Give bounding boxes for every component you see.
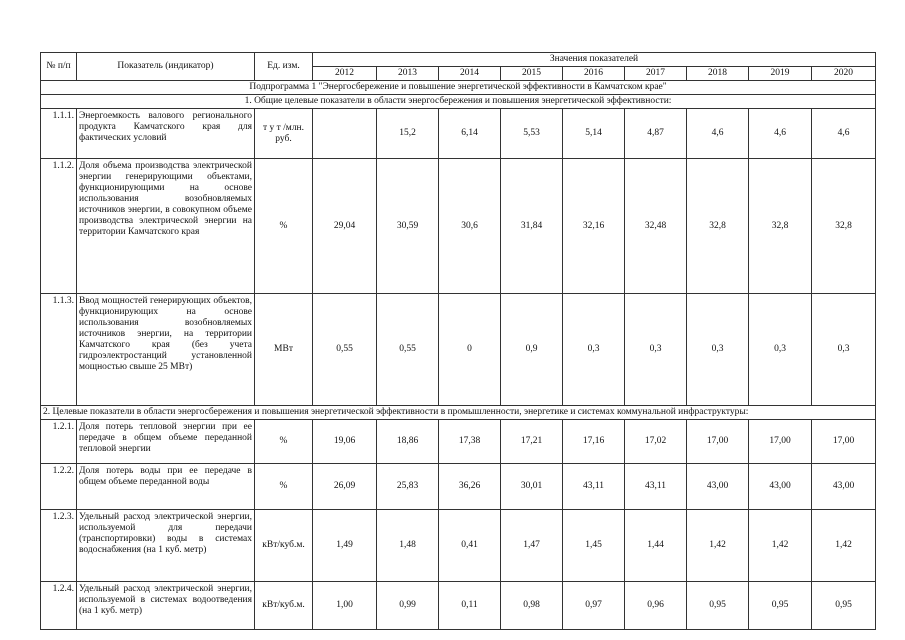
value-cell: 0,41 [439,510,501,582]
value-cell: 29,04 [313,159,377,294]
indicators-table [40,52,876,630]
table-row [41,510,876,582]
value-cell: 32,8 [687,159,749,294]
section-2-title-row [41,406,876,420]
year-header-cell: 2017 [625,67,687,81]
value-cell: 1,42 [687,510,749,582]
subprogram-title: Подпрограмма 1 "Энергосбережение и повышение энергетической эффективности в Камчатском крае" [41,81,876,95]
value-cell: 0,97 [563,582,625,630]
year-header-cell: 2016 [563,67,625,81]
row-number: 1.2.3. [41,510,77,582]
value-cell: 1,42 [812,510,876,582]
indicator-name: Энергоемкость валового регионального продукта Камчатского края для фактических условий [77,109,255,159]
value-cell: 30,6 [439,159,501,294]
value-cell: 17,00 [812,420,876,464]
value-cell: 1,49 [313,510,377,582]
table-row [41,159,876,294]
value-cell: 1,47 [501,510,563,582]
subprogram-title-row [41,81,876,95]
table-row [41,464,876,510]
year-header-cell: 2013 [377,67,439,81]
value-cell: 4,6 [687,109,749,159]
value-cell: 18,86 [377,420,439,464]
value-cell: 36,26 [439,464,501,510]
value-cell: 6,14 [439,109,501,159]
value-cell: 4,87 [625,109,687,159]
value-cell: 0,3 [812,294,876,406]
table-row [41,420,876,464]
indicator-name: Ввод мощностей генерирующих объектов, функционирующих на основе использования возобновляемых источников энергии, на территории Камчатского края (без учета гидроэлектростанций установленной мощностью свыше 25 МВт) [77,294,255,406]
header-unit: Ед. изм. [255,53,313,81]
section-2-title: 2. Целевые показатели в области энергосбережения и повышения энергетической эффективности в промышленности, энергетике и системах коммунальной инфраструктуры: [41,406,876,420]
indicator-name: Доля объема производства электрической энергии генерирующими объектами, функционирующими на основе использования возобновляемых источников энергии, в совокупном объеме производства электрической энергии на территории Камчатского края [77,159,255,294]
value-cell: 0,11 [439,582,501,630]
header-indicator: Показатель (индикатор) [77,53,255,81]
unit-cell: т у т /млн. руб. [255,109,313,159]
row-number: 1.1.3. [41,294,77,406]
value-cell: 1,44 [625,510,687,582]
value-cell: 32,16 [563,159,625,294]
value-cell: 0,95 [749,582,812,630]
value-cell: 1,48 [377,510,439,582]
value-cell: 4,6 [812,109,876,159]
value-cell: 0,95 [687,582,749,630]
value-cell: 17,00 [749,420,812,464]
year-header-cell: 2014 [439,67,501,81]
value-cell: 43,11 [625,464,687,510]
year-header-cell: 2020 [812,67,876,81]
value-cell: 25,83 [377,464,439,510]
value-cell: 0 [439,294,501,406]
value-cell: 30,59 [377,159,439,294]
value-cell: 30,01 [501,464,563,510]
value-cell: 43,00 [812,464,876,510]
indicator-name: Доля потерь тепловой энергии при ее передаче в общем объеме переданной тепловой энергии [77,420,255,464]
value-cell: 43,11 [563,464,625,510]
unit-cell: % [255,464,313,510]
value-cell: 0,3 [563,294,625,406]
row-number: 1.2.4. [41,582,77,630]
year-header-cell: 2019 [749,67,812,81]
value-cell: 32,8 [749,159,812,294]
value-cell [313,109,377,159]
value-cell: 17,00 [687,420,749,464]
value-cell: 0,3 [749,294,812,406]
unit-cell: кВт/куб.м. [255,582,313,630]
value-cell: 1,42 [749,510,812,582]
unit-cell: % [255,159,313,294]
value-cell: 0,55 [313,294,377,406]
row-number: 1.1.1. [41,109,77,159]
row-number: 1.1.2. [41,159,77,294]
value-cell: 32,48 [625,159,687,294]
value-cell: 0,99 [377,582,439,630]
year-header-cell: 2018 [687,67,749,81]
value-cell: 0,9 [501,294,563,406]
value-cell: 17,02 [625,420,687,464]
value-cell: 0,3 [625,294,687,406]
header-values-title: Значения показателей [313,53,876,67]
header-num: № п/п [41,53,77,81]
value-cell: 0,96 [625,582,687,630]
section-1-title: 1. Общие целевые показатели в области энергосбережения и повышения энергетической эффективности: [41,95,876,109]
table-row [41,109,876,159]
row-number: 1.2.2. [41,464,77,510]
unit-cell: МВт [255,294,313,406]
value-cell: 17,21 [501,420,563,464]
indicator-name: Доля потерь воды при ее передаче в общем объеме переданной воды [77,464,255,510]
header-row-1 [41,53,876,67]
value-cell: 17,16 [563,420,625,464]
value-cell: 19,06 [313,420,377,464]
value-cell: 17,38 [439,420,501,464]
unit-cell: % [255,420,313,464]
table-row [41,582,876,630]
value-cell: 43,00 [687,464,749,510]
value-cell: 1,00 [313,582,377,630]
value-cell: 26,09 [313,464,377,510]
value-cell: 31,84 [501,159,563,294]
value-cell: 15,2 [377,109,439,159]
value-cell: 1,45 [563,510,625,582]
unit-cell: кВт/куб.м. [255,510,313,582]
year-header-cell: 2012 [313,67,377,81]
value-cell: 4,6 [749,109,812,159]
indicator-name: Удельный расход электрической энергии, используемой для передачи (транспортировки) воды в системах водоснабжения (на 1 куб. метр) [77,510,255,582]
year-header-cell: 2015 [501,67,563,81]
value-cell: 0,3 [687,294,749,406]
value-cell: 0,95 [812,582,876,630]
value-cell: 43,00 [749,464,812,510]
section-1-title-row [41,95,876,109]
table-row [41,294,876,406]
value-cell: 5,14 [563,109,625,159]
value-cell: 5,53 [501,109,563,159]
value-cell: 0,98 [501,582,563,630]
row-number: 1.2.1. [41,420,77,464]
value-cell: 32,8 [812,159,876,294]
indicator-name: Удельный расход электрической энергии, используемой в системах водоотведения (на 1 куб. метр) [77,582,255,630]
value-cell: 0,55 [377,294,439,406]
